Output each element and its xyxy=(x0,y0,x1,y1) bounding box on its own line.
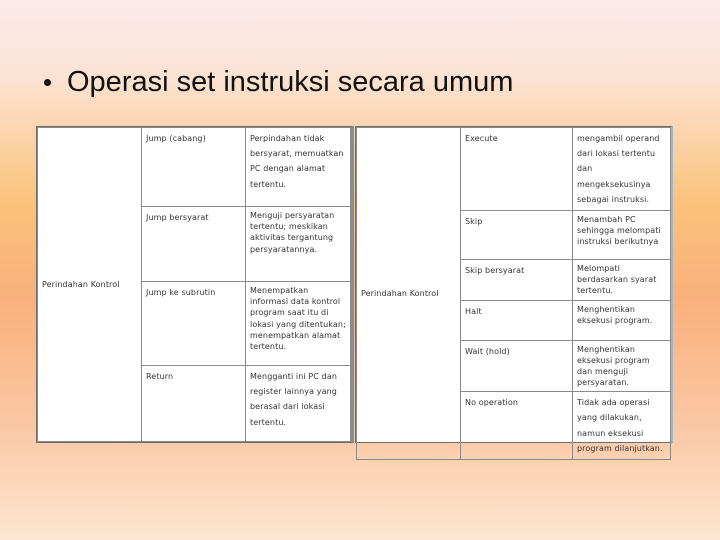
desc-cell: Menempatkan informasi data kontrol program saat itu di lokasi yang ditentukan; menempatkan alamat tertentu. xyxy=(246,282,351,366)
op-cell: Skip bersyarat xyxy=(461,259,573,300)
desc-cell: Perpindahan tidak bersyarat, memuatkan PC dengan alamat tertentu. xyxy=(246,128,351,207)
desc-cell: Mengganti ini PC dan register lainnya yang berasal dari lokasi tertentu. xyxy=(246,366,351,442)
op-cell: Wait (hold) xyxy=(461,340,573,392)
slide-title-text: Operasi set instruksi secara umum xyxy=(67,66,514,98)
op-cell: No operation xyxy=(461,392,573,460)
op-cell: Return xyxy=(142,366,246,442)
op-cell: Jump bersyarat xyxy=(142,207,246,282)
desc-cell: mengambil operand dari lokasi tertentu dan mengeksekusinya sebagai instruksi. xyxy=(573,128,671,211)
desc-cell: Menghentikan eksekusi program. xyxy=(573,300,671,340)
op-cell: Jump ke subrutin xyxy=(142,282,246,366)
desc-cell: Menambah PC sehingga melompati instruksi berikutnya xyxy=(573,210,671,259)
left-instruction-table xyxy=(36,126,354,443)
group-label-cell: Perindahan Kontrol xyxy=(38,128,142,442)
op-cell: Skip xyxy=(461,210,573,259)
desc-cell: Tidak ada operasi yang dilakukan, namun eksekusi program dilanjutkan. xyxy=(573,392,671,460)
op-cell: Halt xyxy=(461,300,573,340)
desc-cell: Menghentikan eksekusi program dan menguji persyaratan. xyxy=(573,340,671,392)
group-label-cell: Perindahan Kontrol xyxy=(357,128,461,460)
right-instruction-table xyxy=(355,126,673,453)
desc-cell: Menguji persyaratan tertentu; meskikan aktivitas tergantung persyaratannya. xyxy=(246,207,351,282)
table-row xyxy=(357,128,671,211)
desc-cell: Melompati berdasarkan syarat tertentu. xyxy=(573,259,671,300)
op-cell: Execute xyxy=(461,128,573,211)
table-row xyxy=(38,128,351,207)
bullet-icon xyxy=(44,79,51,86)
slide-title xyxy=(44,66,513,99)
op-cell: Jump (cabang) xyxy=(142,128,246,207)
